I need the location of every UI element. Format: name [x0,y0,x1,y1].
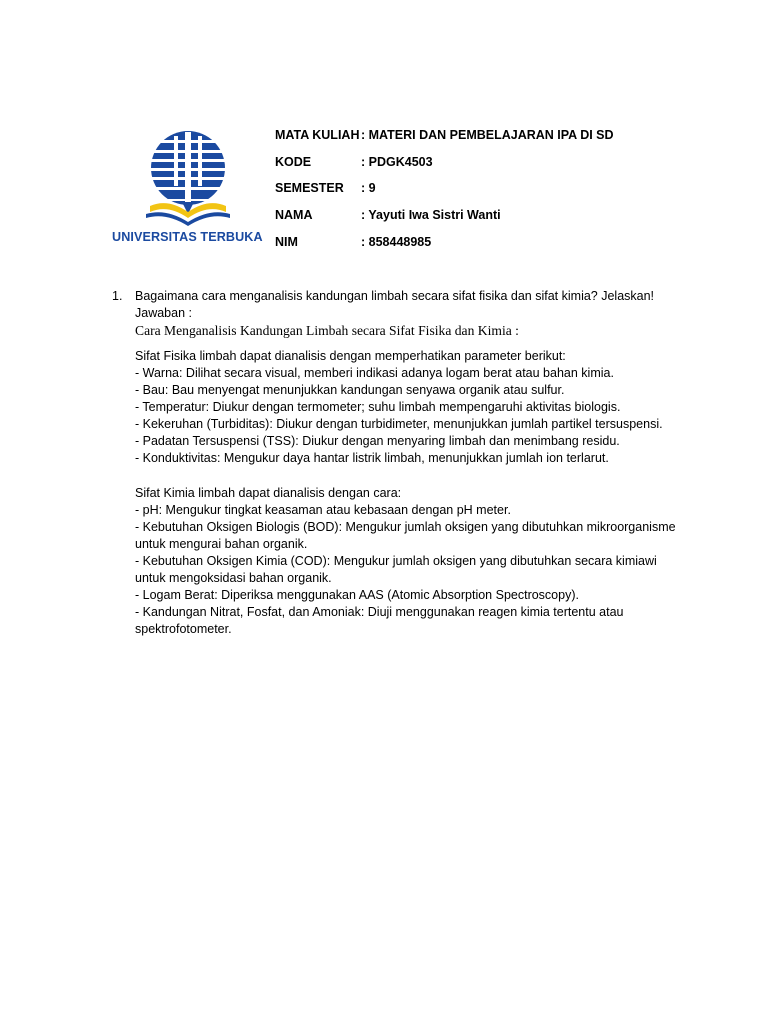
fisika-item: - Padatan Tersuspensi (TSS): Diukur dengan menyaring limbah dan menimbang residu. [135,434,620,448]
university-emblem-icon [144,128,236,228]
answer-label: Jawaban : [135,306,192,320]
info-label: NIM [275,234,298,249]
info-label: SEMESTER [275,181,344,196]
kimia-item: - Kebutuhan Oksigen Biologis (BOD): Mengukur jumlah oksigen yang dibutuhkan mikroorganisme [135,520,676,534]
kimia-intro: Sifat Kimia limbah dapat dianalisis dengan cara: [135,486,402,500]
fisika-item: - Warna: Dilihat secara visual, memberi indikasi adanya logam berat atau bahan kimia. [135,366,614,380]
question-number: 1. [112,289,123,303]
kimia-item-continuation: untuk mengoksidasi bahan organik. [135,571,332,585]
info-value: : MATERI DAN PEMBELAJARAN IPA DI SD [361,128,614,142]
info-value: : 9 [361,181,376,196]
info-value: : 858448985 [361,234,432,249]
answer-subheading: Cara Menganalisis Kandungan Limbah secara Sifat Fisika dan Kimia : [135,323,519,338]
fisika-item: - Kekeruhan (Turbiditas): Diukur dengan turbidimeter, menunjukkan jumlah partikel tersuspensi. [135,417,663,431]
fisika-item: - Temperatur: Diukur dengan termometer; suhu limbah mempengaruhi aktivitas biologis. [135,400,621,414]
kimia-section [135,485,695,638]
kimia-item: - Logam Berat: Diperiksa menggunakan AAS (Atomic Absorption Spectroscopy). [135,588,579,602]
university-name: UNIVERSITAS TERBUKA [112,230,263,244]
university-logo [112,128,268,248]
kimia-item-continuation: spektrofotometer. [135,622,232,636]
fisika-item: - Konduktivitas: Mengukur daya hantar listrik limbah, menunjukkan jumlah ion terlarut. [135,451,609,465]
question-text: Bagaimana cara menganalisis kandungan limbah secara sifat fisika dan sifat kimia? Jelaskan! [135,289,655,303]
kimia-item: - Kebutuhan Oksigen Kimia (COD): Mengukur jumlah oksigen yang dibutuhkan secara kimiawi [135,554,657,568]
info-value: : PDGK4503 [361,154,433,169]
kimia-item: - pH: Mengukur tingkat keasaman atau kebasaan dengan pH meter. [135,503,511,517]
info-label: KODE [275,154,312,169]
info-label: MATA KULIAH [275,128,360,142]
fisika-intro: Sifat Fisika limbah dapat dianalisis dengan memperhatikan parameter berikut: [135,349,566,363]
kimia-item-continuation: untuk mengurai bahan organik. [135,537,308,551]
fisika-item: - Bau: Bau menyengat menunjukkan kandungan senyawa organik atau sulfur. [135,383,565,397]
kimia-item: - Kandungan Nitrat, Fosfat, dan Amoniak: Diuji menggunakan reagen kimia tertentu atau [135,605,624,619]
info-value: : Yayuti Iwa Sistri Wanti [361,208,501,223]
info-label: NAMA [275,208,313,223]
fisika-section [135,348,695,467]
